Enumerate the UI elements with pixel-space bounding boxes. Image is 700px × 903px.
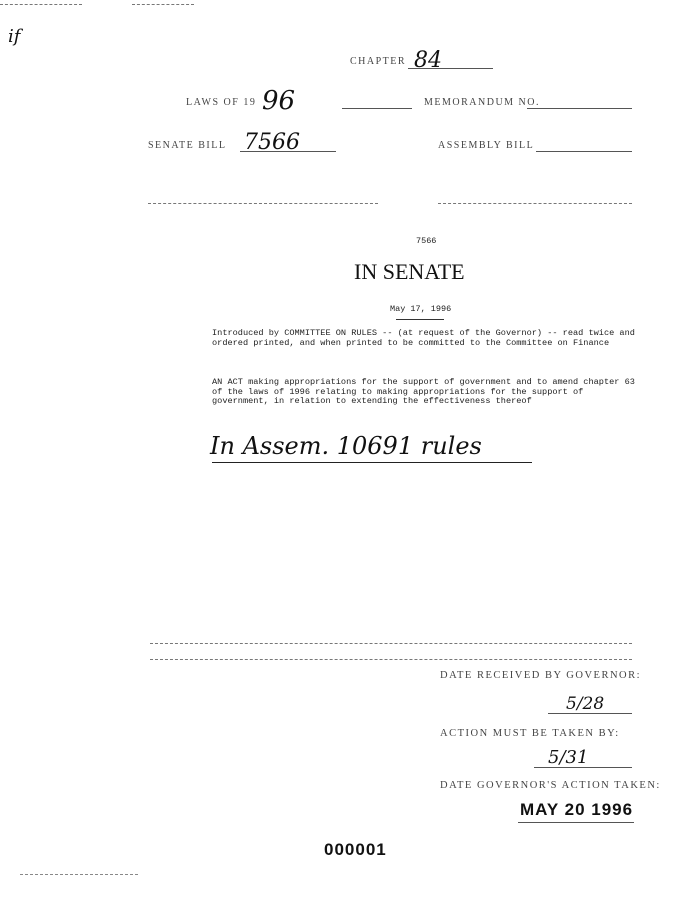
separator-right <box>438 203 632 204</box>
date-underline <box>396 319 444 320</box>
chapter-label: CHAPTER <box>350 56 407 67</box>
date-stamp: MAY 20 1996 <box>520 800 634 819</box>
bill-date: May 17, 1996 <box>390 304 452 314</box>
action-underline <box>534 767 632 768</box>
senate-bill-value: 7566 <box>244 130 300 155</box>
bottom-separator-1 <box>150 643 632 644</box>
scan-artifact-bottom <box>20 874 138 875</box>
laws-value: 96 <box>262 86 296 116</box>
bill-number: 7566 <box>416 236 437 246</box>
chapter-underline <box>408 68 493 69</box>
chapter-value: 84 <box>414 48 442 73</box>
taken-underline <box>518 822 634 823</box>
handwritten-underline <box>212 462 532 463</box>
taken-label: DATE GOVERNOR'S ACTION TAKEN: <box>440 780 661 791</box>
bottom-separator-2 <box>150 659 632 660</box>
chamber-heading: IN SENATE <box>354 259 465 284</box>
senate-bill-underline <box>240 151 336 152</box>
corner-handwritten-mark: if <box>8 26 21 47</box>
laws-underline <box>342 108 412 109</box>
memorandum-label: MEMORANDUM NO. <box>424 97 541 108</box>
introduced-paragraph: Introduced by COMMITTEE ON RULES -- (at request of the Governor) -- read twice and ordered printed, and when printed to be committed to the Committee on Finance <box>212 328 635 348</box>
scan-artifact-line <box>0 4 82 5</box>
handwritten-assembly-note: In Assem. 10691 rules <box>210 432 482 460</box>
act-paragraph: AN ACT making appropriations for the support of government and to amend chapter 63 of the laws of 1996 relating to making appropriations for the support of government, in relation to extending the effectiveness thereof <box>212 377 635 406</box>
laws-label: LAWS OF 19 <box>186 97 257 108</box>
received-underline <box>548 713 632 714</box>
senate-bill-label: SENATE BILL <box>148 140 227 151</box>
assembly-bill-label: ASSEMBLY BILL <box>438 140 535 151</box>
assembly-bill-underline <box>536 151 632 152</box>
received-label: DATE RECEIVED BY GOVERNOR: <box>440 670 642 681</box>
memorandum-underline <box>527 108 632 109</box>
received-value: 5/28 <box>566 694 605 714</box>
scan-artifact-line <box>132 4 194 5</box>
action-value: 5/31 <box>548 747 589 768</box>
page-number: 000001 <box>324 840 387 859</box>
separator-left <box>148 203 378 204</box>
action-label: ACTION MUST BE TAKEN BY: <box>440 728 620 739</box>
